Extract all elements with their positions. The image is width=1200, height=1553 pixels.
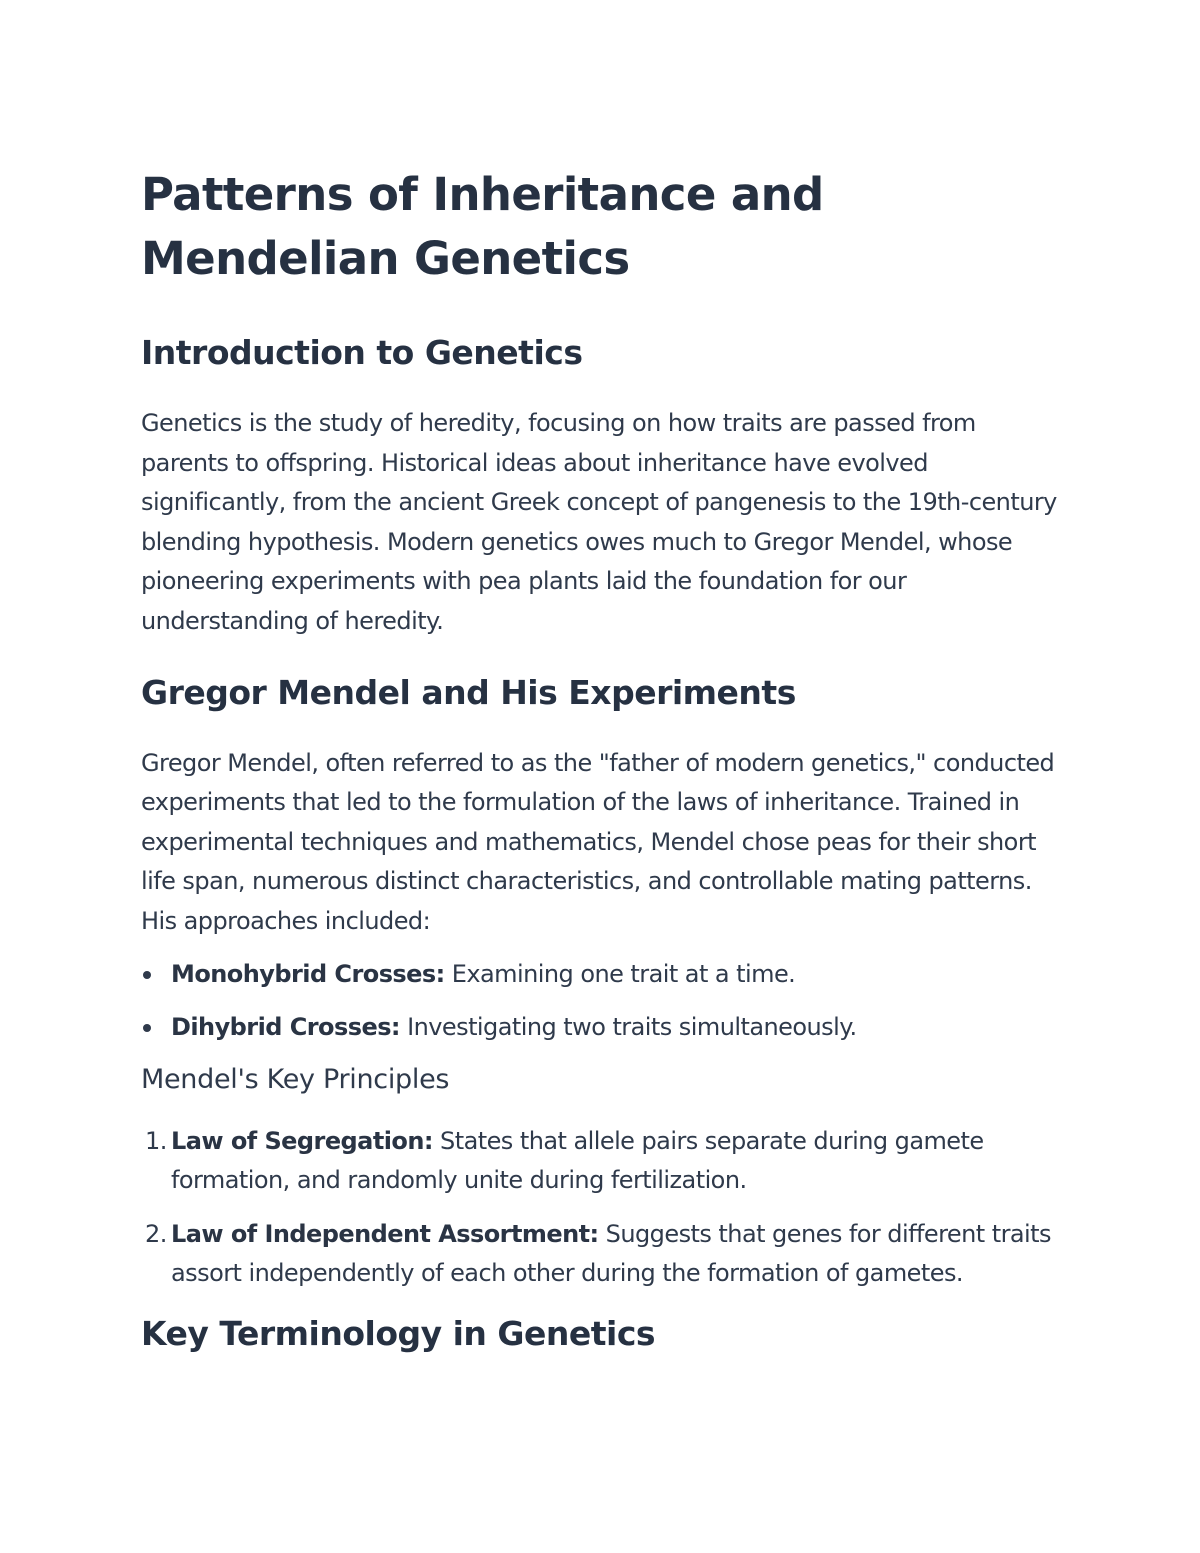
list-item — [141, 1215, 1061, 1294]
list-item-term: Monohybrid Crosses: — [171, 959, 445, 988]
list-item-text: Examining one trait at a time. — [444, 959, 796, 988]
bullet-icon — [143, 1024, 151, 1032]
list-item — [141, 954, 1061, 994]
list-item-term: Dihybrid Crosses: — [171, 1012, 400, 1041]
approaches-list — [141, 954, 1061, 1047]
section-heading-terminology: Key Terminology in Genetics — [141, 1313, 656, 1353]
list-item — [141, 1122, 1061, 1201]
principles-list — [141, 1122, 1061, 1294]
section-heading-mendel: Gregor Mendel and His Experiments — [141, 672, 796, 712]
list-item-term: Law of Segregation: — [171, 1126, 433, 1155]
document-page — [141, 163, 1061, 1356]
subheading-key-principles: Mendel's Key Principles — [141, 1063, 450, 1095]
bullet-icon — [143, 971, 151, 979]
list-item-term: Law of Independent Assortment: — [171, 1219, 599, 1248]
list-item — [141, 1007, 1061, 1047]
list-item-text: Suggests that genes for different traits assort independently of each other during the formation of gametes. — [171, 1219, 1051, 1288]
section-heading-introduction: Introduction to Genetics — [141, 333, 583, 372]
list-item-number: 1. — [145, 1126, 167, 1155]
document-title: Patterns of Inheritance and Mendelian Genetics — [141, 168, 824, 285]
list-item-text: Investigating two traits simultaneously. — [399, 1012, 857, 1041]
introduction-paragraph: Genetics is the study of heredity, focusing on how traits are passed from parents to offspring. Historical ideas about inheritance have evolved significantly, from the ancient Greek concept of pangenesis to the 19th-century blending hypothesis. Modern genetics owes much to Gregor Mendel, whose pioneering experiments with pea plants laid the foundation for our understanding of heredity. — [141, 409, 1057, 635]
mendel-paragraph: Gregor Mendel, often referred to as the "father of modern genetics," conducted experiments that led to the formulation of the laws of inheritance. Trained in experimental techniques and mathematics, Mendel chose peas for their short life span, numerous distinct characteristics, and controllable mating patterns. His approaches included: — [141, 748, 1055, 935]
list-item-number: 2. — [145, 1219, 167, 1248]
list-item-text: States that allele pairs separate during gamete formation, and randomly unite during fertilization. — [171, 1126, 984, 1195]
